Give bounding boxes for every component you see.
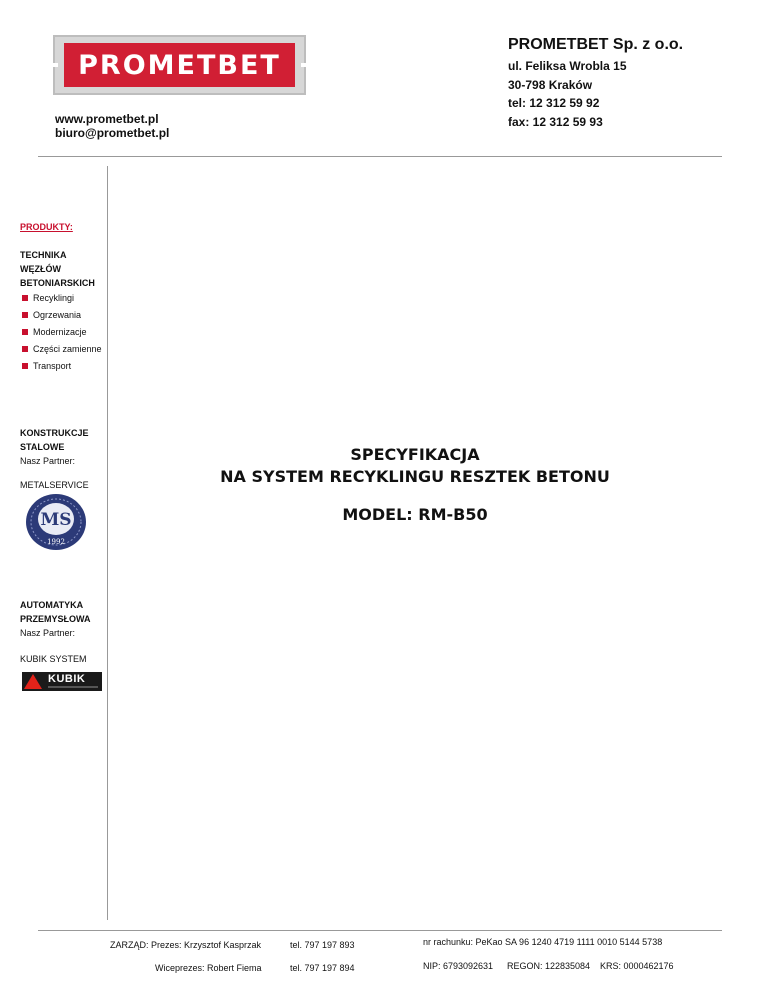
kubik-logo-text: KUBIK: [48, 673, 86, 685]
section-heading-line: AUTOMATYKA: [20, 600, 84, 610]
address-street: ul. Feliksa Wrobla 15: [508, 59, 627, 73]
company-name: PROMETBET Sp. z o.o.: [508, 36, 684, 53]
logo-dash-right: [301, 63, 311, 67]
sidebar-product-list: [20, 289, 102, 374]
footer-tel1: tel. 797 197 893: [290, 940, 355, 950]
header-divider: [38, 156, 722, 157]
section-heading-line: KONSTRUKCJE: [20, 428, 89, 438]
bullet-square-icon: [22, 312, 28, 318]
bullet-square-icon: [22, 346, 28, 352]
website-link[interactable]: www.prometbet.pl: [55, 112, 159, 126]
logo-red-panel: [64, 43, 295, 87]
sidebar-item-label: Modernizacje: [33, 326, 87, 337]
model-name: MODEL: RM-B50: [342, 505, 488, 524]
sidebar-item-modernizacje[interactable]: [20, 323, 102, 340]
ms-logo-letters: MS: [40, 510, 72, 530]
logo-text: PROMETBET: [78, 49, 281, 81]
section-heading-line: PRZEMYSŁOWA: [20, 614, 91, 624]
sidebar-item-label: Ogrzewania: [33, 309, 82, 320]
sidebar-section-technika: [20, 248, 95, 290]
footer-nip: NIP: 6793092631: [423, 961, 494, 971]
kubik-triangle-icon: [24, 674, 42, 689]
sidebar-section-automatyka: [20, 598, 91, 640]
fax-number: fax: 12 312 59 93: [508, 114, 603, 129]
sidebar-item-label: Części zamienne: [33, 343, 102, 354]
footer-wiceprezes: Wiceprezes: Robert Fiema: [155, 963, 262, 973]
footer-zarzad: ZARZĄD: Prezes: Krzysztof Kasprzak: [110, 940, 262, 950]
footer-krs: KRS: 0000462176: [600, 961, 674, 971]
bullet-square-icon: [22, 329, 28, 335]
metalservice-logo: [25, 493, 87, 551]
sidebar-item-label: Transport: [33, 360, 72, 371]
footer-bank-account: nr rachunku: PeKao SA 96 1240 4719 1111 0010 5144 5738: [423, 937, 663, 947]
kubik-logo: [22, 672, 102, 691]
footer-divider: [38, 930, 722, 931]
bullet-square-icon: [22, 295, 28, 301]
company-address: [508, 57, 627, 131]
section-heading-line: WĘZŁÓW: [20, 264, 61, 274]
ms-logo-year: 1992: [47, 538, 65, 546]
logo-dash-left: [48, 63, 58, 67]
sidebar-produkty-heading: PRODUKTY:: [20, 222, 73, 232]
sidebar-item-label: Recyklingi: [33, 292, 75, 303]
partner-name-metalservice: METALSERVICE: [20, 480, 89, 490]
footer-regon: REGON: 122835084: [507, 961, 591, 971]
sidebar-item-ogrzewania[interactable]: [20, 306, 102, 323]
email-link[interactable]: biuro@prometbet.pl: [55, 126, 170, 140]
doc-title-line1: SPECYFIKACJA: [350, 445, 480, 464]
section-heading-line: BETONIARSKICH: [20, 278, 95, 288]
section-heading-line: STALOWE: [20, 442, 65, 452]
sidebar-item-recyklingi[interactable]: [20, 289, 102, 306]
partner-label: Nasz Partner:: [20, 456, 76, 466]
sidebar-item-transport[interactable]: [20, 357, 102, 374]
partner-label: Nasz Partner:: [20, 628, 76, 638]
partner-name-kubik: KUBIK SYSTEM: [20, 654, 87, 664]
sidebar-divider: [107, 166, 108, 920]
contact-web: [55, 112, 169, 140]
company-logo: [53, 35, 306, 95]
address-city: 30-798 Kraków: [508, 77, 593, 92]
bullet-square-icon: [22, 363, 28, 369]
sidebar-item-czesci-zamienne[interactable]: [20, 340, 102, 357]
kubik-subline: [48, 686, 98, 688]
sidebar-section-konstrukcje: [20, 426, 89, 468]
footer-tel2: tel. 797 197 894: [290, 963, 355, 973]
phone-number: tel: 12 312 59 92: [508, 96, 600, 110]
section-heading-line: TECHNIKA: [20, 250, 67, 260]
doc-title-line2: NA SYSTEM RECYKLINGU RESZTEK BETONU: [220, 467, 610, 486]
